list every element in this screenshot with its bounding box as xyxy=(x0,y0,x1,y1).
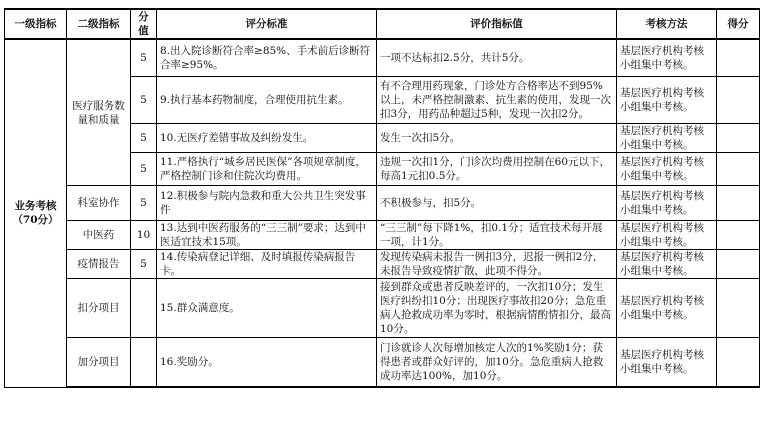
value-cell: 接到群众或患者反映差评的，一次扣10分；发生医疗纠纷扣10分；出现医疗事故扣20分；急危重病人抢救成功率为零时，根据病情酌情扣分，最高10分。 xyxy=(377,279,617,338)
group-cell: 疫情报告 xyxy=(67,250,131,279)
header-level1: 一级指标 xyxy=(5,9,67,39)
points-cell[interactable] xyxy=(717,250,760,279)
points-cell[interactable] xyxy=(717,221,760,250)
points-cell[interactable] xyxy=(717,186,760,221)
standard-cell: 12.积极参与院内急救和重大公共卫生突发事件 xyxy=(157,186,377,221)
table-row xyxy=(5,250,760,279)
standard-cell: 9.执行基本药物制度，合理使用抗生素。 xyxy=(157,77,377,124)
score-cell: 5 xyxy=(131,77,157,124)
method-cell: 基层医疗机构考核小组集中考核。 xyxy=(617,39,717,77)
value-cell: 不积极参与，扣5分。 xyxy=(377,186,617,221)
header-standard: 评分标准 xyxy=(157,9,377,39)
standard-cell: 13.达到中医药服务的“三三制”要求；达到中医适宜技术15项。 xyxy=(157,221,377,250)
score-cell: 5 xyxy=(131,153,157,186)
standard-cell: 16.奖励分。 xyxy=(157,338,377,388)
value-cell: 违规一次扣1分，门诊次均费用控制在60元以下，每高1元扣0.5分。 xyxy=(377,153,617,186)
points-cell[interactable] xyxy=(717,77,760,124)
score-cell: 5 xyxy=(131,39,157,77)
group-cell: 科室协作 xyxy=(67,186,131,221)
value-cell: 一项不达标扣2.5分，共计5分。 xyxy=(377,39,617,77)
score-cell xyxy=(131,279,157,338)
table-row xyxy=(5,186,760,221)
table-row xyxy=(5,338,760,388)
points-cell[interactable] xyxy=(717,153,760,186)
standard-cell: 8.出入院诊断符合率≥85%、手术前后诊断符合率≥95%。 xyxy=(157,39,377,77)
assessment-table xyxy=(4,8,760,388)
group-cell: 扣分项目 xyxy=(67,279,131,338)
method-cell: 基层医疗机构考核小组集中考核。 xyxy=(617,250,717,279)
value-cell: 有不合理用药现象，门诊处方合格率达不到95%以上，未严格控制激素、抗生素的使用，发现一次扣3分，用药品种超过5种，发现一次扣2分。 xyxy=(377,77,617,124)
method-cell: 基层医疗机构考核小组集中考核。 xyxy=(617,279,717,338)
group-cell: 中医药 xyxy=(67,221,131,250)
group-cell: 医疗服务数量和质量 xyxy=(67,39,131,186)
value-cell: 发现传染病未报告一例扣3分，迟报一例扣2分，未报告导致疫情扩散，此项不得分。 xyxy=(377,250,617,279)
header-points: 得分 xyxy=(717,9,760,39)
method-cell: 基层医疗机构考核小组集中考核。 xyxy=(617,153,717,186)
standard-cell: 10.无医疗差错事故及纠纷发生。 xyxy=(157,124,377,153)
standard-cell: 15.群众满意度。 xyxy=(157,279,377,338)
header-level2: 二级指标 xyxy=(67,9,131,39)
value-cell: 发生一次扣5分。 xyxy=(377,124,617,153)
header-method: 考核方法 xyxy=(617,9,717,39)
method-cell: 基层医疗机构考核小组集中考核。 xyxy=(617,338,717,388)
score-cell: 5 xyxy=(131,186,157,221)
header-score: 分值 xyxy=(131,9,157,39)
standard-cell: 11.严格执行“城乡居民医保”各项规章制度，严格控制门诊和住院次均费用。 xyxy=(157,153,377,186)
group-cell: 加分项目 xyxy=(67,338,131,388)
standard-cell: 14.传染病登记详细、及时填报传染病报告卡。 xyxy=(157,250,377,279)
level1-cell: 业务考核（70分） xyxy=(5,39,67,387)
method-cell: 基层医疗机构考核小组集中考核。 xyxy=(617,77,717,124)
method-cell: 基层医疗机构考核小组集中考核。 xyxy=(617,186,717,221)
points-cell[interactable] xyxy=(717,39,760,77)
header-value: 评价指标值 xyxy=(377,9,617,39)
table-row xyxy=(5,279,760,338)
score-cell: 5 xyxy=(131,250,157,279)
value-cell: “三三制”每下降1%，扣0.1分；适宜技术每开展一项，计1分。 xyxy=(377,221,617,250)
points-cell[interactable] xyxy=(717,338,760,388)
method-cell: 基层医疗机构考核小组集中考核。 xyxy=(617,124,717,153)
points-cell[interactable] xyxy=(717,279,760,338)
table-row xyxy=(5,39,760,77)
header-row xyxy=(5,9,760,39)
value-cell: 门诊就诊人次每增加核定人次的1%奖励1分；获得患者或群众好评的，加10分。急危重病人抢救成功率达100%，加10分。 xyxy=(377,338,617,388)
table-row xyxy=(5,221,760,250)
score-cell xyxy=(131,338,157,388)
score-cell: 5 xyxy=(131,124,157,153)
score-cell: 10 xyxy=(131,221,157,250)
points-cell[interactable] xyxy=(717,124,760,153)
method-cell: 基层医疗机构考核小组集中考核。 xyxy=(617,221,717,250)
